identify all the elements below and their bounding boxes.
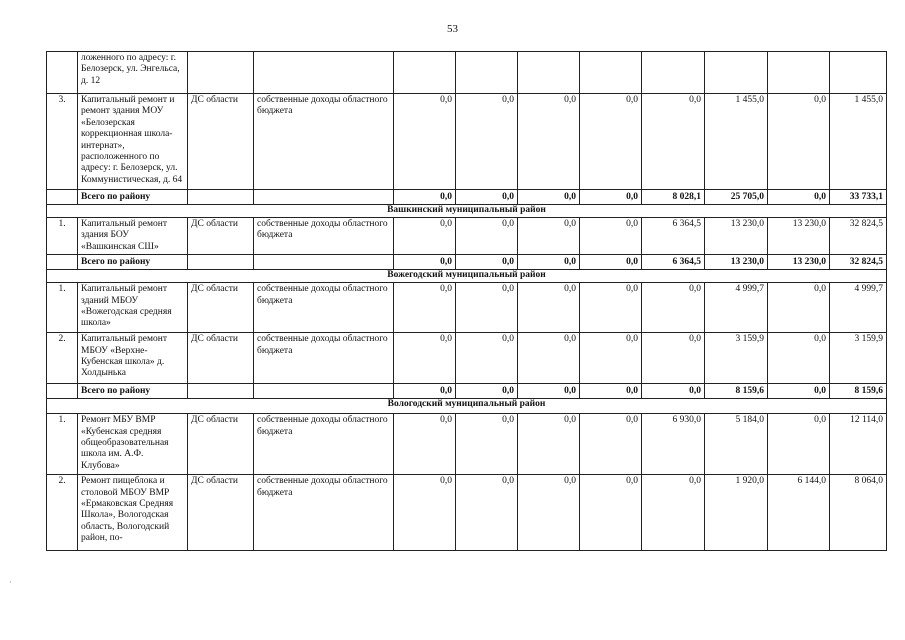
total-empty-cell	[254, 190, 394, 205]
object-name: Капитальный ремонт зданий МБОУ «Вожегодская средняя школа»	[78, 283, 188, 333]
revenue-type: собственные доходы областного бюджета	[254, 94, 394, 190]
funding-source: ДС области	[188, 218, 254, 255]
amount-cell: 0,0	[456, 333, 518, 384]
total-num-cell	[47, 255, 78, 270]
total-row	[47, 384, 887, 399]
funding-source: ДС области	[188, 283, 254, 333]
amount-cell: 0,0	[394, 283, 456, 333]
scan-artifact: ·	[9, 578, 12, 587]
amount-cell: 13 230,0	[768, 218, 830, 255]
amount-cell: 0,0	[642, 475, 705, 551]
amount-cell	[705, 52, 768, 94]
total-amount: 8 159,6	[830, 384, 887, 399]
budget-table	[46, 51, 887, 551]
total-amount: 0,0	[580, 255, 642, 270]
amount-cell: 4 999,7	[705, 283, 768, 333]
object-name: Капитальный ремонт здания БОУ «Вашкинская СШ»	[78, 218, 188, 255]
district-header-row	[47, 399, 887, 414]
amount-cell: 0,0	[394, 475, 456, 551]
amount-cell: 0,0	[580, 414, 642, 475]
row-number: 1.	[47, 414, 78, 475]
object-name: ложенного по адресу: г. Белозерск, ул. Энгельса, д. 12	[78, 52, 188, 94]
total-amount: 0,0	[768, 190, 830, 205]
total-empty-cell	[188, 190, 254, 205]
district-header-row	[47, 205, 887, 218]
table-row	[47, 94, 887, 190]
amount-cell: 5 184,0	[705, 414, 768, 475]
amount-cell: 6 930,0	[642, 414, 705, 475]
revenue-type: собственные доходы областного бюджета	[254, 475, 394, 551]
amount-cell: 0,0	[580, 283, 642, 333]
amount-cell: 0,0	[768, 94, 830, 190]
amount-cell: 3 159,9	[705, 333, 768, 384]
total-amount: 0,0	[518, 255, 580, 270]
amount-cell: 0,0	[394, 333, 456, 384]
amount-cell: 0,0	[642, 283, 705, 333]
total-empty-cell	[188, 255, 254, 270]
amount-cell: 1 455,0	[705, 94, 768, 190]
page-number: 53	[447, 23, 458, 35]
table-row	[47, 414, 887, 475]
table-row	[47, 218, 887, 255]
total-amount: 0,0	[394, 190, 456, 205]
amount-cell: 0,0	[518, 414, 580, 475]
table-row	[47, 475, 887, 551]
amount-cell: 13 230,0	[705, 218, 768, 255]
table-row	[47, 333, 887, 384]
row-number: 1.	[47, 283, 78, 333]
amount-cell: 0,0	[456, 414, 518, 475]
amount-cell	[830, 52, 887, 94]
total-amount: 8 159,6	[705, 384, 768, 399]
amount-cell: 0,0	[642, 333, 705, 384]
total-amount: 25 705,0	[705, 190, 768, 205]
amount-cell: 0,0	[580, 218, 642, 255]
total-amount: 32 824,5	[830, 255, 887, 270]
total-amount: 13 230,0	[768, 255, 830, 270]
total-amount: 0,0	[456, 255, 518, 270]
total-label: Всего по району	[78, 384, 188, 399]
object-name: Капитальный ремонт и ремонт здания МОУ «Белозерская коррекционная школа-интернат», расположенного по адресу: г. Белозерск, ул. Коммунистическая, д. 64	[78, 94, 188, 190]
total-amount: 0,0	[768, 384, 830, 399]
amount-cell: 0,0	[642, 94, 705, 190]
amount-cell: 0,0	[518, 218, 580, 255]
row-number: 3.	[47, 94, 78, 190]
table-row	[47, 283, 887, 333]
total-amount: 0,0	[642, 384, 705, 399]
amount-cell: 0,0	[394, 414, 456, 475]
total-num-cell	[47, 190, 78, 205]
total-amount: 13 230,0	[705, 255, 768, 270]
district-header-row	[47, 270, 887, 283]
amount-cell	[580, 52, 642, 94]
amount-cell: 0,0	[580, 475, 642, 551]
row-number: 1.	[47, 218, 78, 255]
revenue-type: собственные доходы областного бюджета	[254, 218, 394, 255]
total-label: Всего по району	[78, 190, 188, 205]
total-row	[47, 190, 887, 205]
object-name: Капитальный ремонт МБОУ «Верхне-Кубенская школа» д. Холдынька	[78, 333, 188, 384]
amount-cell: 0,0	[456, 94, 518, 190]
amount-cell: 0,0	[768, 333, 830, 384]
funding-source: ДС области	[188, 333, 254, 384]
amount-cell: 0,0	[456, 283, 518, 333]
amount-cell: 4 999,7	[830, 283, 887, 333]
revenue-type: собственные доходы областного бюджета	[254, 414, 394, 475]
funding-source: ДС области	[188, 94, 254, 190]
total-amount: 0,0	[518, 190, 580, 205]
amount-cell	[768, 52, 830, 94]
total-amount: 6 364,5	[642, 255, 705, 270]
amount-cell: 0,0	[580, 94, 642, 190]
total-row	[47, 255, 887, 270]
funding-source: ДС области	[188, 414, 254, 475]
amount-cell	[518, 52, 580, 94]
funding-source: ДС области	[188, 475, 254, 551]
amount-cell: 0,0	[768, 414, 830, 475]
amount-cell: 3 159,9	[830, 333, 887, 384]
total-amount: 33 733,1	[830, 190, 887, 205]
object-name: Ремонт пищеблока и столовой МБОУ ВМР «Ермаковская Средняя Школа», Вологодская область, Вологодский район, по-	[78, 475, 188, 551]
total-amount: 0,0	[580, 190, 642, 205]
row-number: 2.	[47, 475, 78, 551]
revenue-type	[254, 52, 394, 94]
amount-cell: 0,0	[518, 283, 580, 333]
total-num-cell	[47, 384, 78, 399]
total-empty-cell	[254, 255, 394, 270]
amount-cell: 0,0	[394, 218, 456, 255]
object-name: Ремонт МБУ ВМР «Кубенская средняя общеобразовательная школа им. А.Ф. Клубова»	[78, 414, 188, 475]
total-label: Всего по району	[78, 255, 188, 270]
amount-cell: 0,0	[518, 333, 580, 384]
amount-cell: 1 920,0	[705, 475, 768, 551]
revenue-type: собственные доходы областного бюджета	[254, 333, 394, 384]
amount-cell: 0,0	[456, 218, 518, 255]
amount-cell: 0,0	[518, 94, 580, 190]
district-heading: Вологодский муниципальный район	[47, 399, 887, 414]
amount-cell: 0,0	[518, 475, 580, 551]
amount-cell: 32 824,5	[830, 218, 887, 255]
amount-cell: 1 455,0	[830, 94, 887, 190]
total-amount: 0,0	[394, 384, 456, 399]
total-amount: 0,0	[394, 255, 456, 270]
row-number	[47, 52, 78, 94]
amount-cell: 6 144,0	[768, 475, 830, 551]
row-number: 2.	[47, 333, 78, 384]
district-heading: Вашкинский муниципальный район	[47, 205, 887, 218]
district-heading: Вожегодский муниципальный район	[47, 270, 887, 283]
amount-cell: 0,0	[580, 333, 642, 384]
amount-cell: 6 364,5	[642, 218, 705, 255]
funding-source	[188, 52, 254, 94]
total-amount: 8 028,1	[642, 190, 705, 205]
total-empty-cell	[188, 384, 254, 399]
amount-cell	[642, 52, 705, 94]
amount-cell: 0,0	[456, 475, 518, 551]
total-amount: 0,0	[580, 384, 642, 399]
amount-cell: 8 064,0	[830, 475, 887, 551]
table-row	[47, 52, 887, 94]
total-empty-cell	[254, 384, 394, 399]
revenue-type: собственные доходы областного бюджета	[254, 283, 394, 333]
amount-cell: 12 114,0	[830, 414, 887, 475]
amount-cell	[456, 52, 518, 94]
total-amount: 0,0	[456, 190, 518, 205]
amount-cell	[394, 52, 456, 94]
amount-cell: 0,0	[768, 283, 830, 333]
total-amount: 0,0	[456, 384, 518, 399]
total-amount: 0,0	[518, 384, 580, 399]
amount-cell: 0,0	[394, 94, 456, 190]
